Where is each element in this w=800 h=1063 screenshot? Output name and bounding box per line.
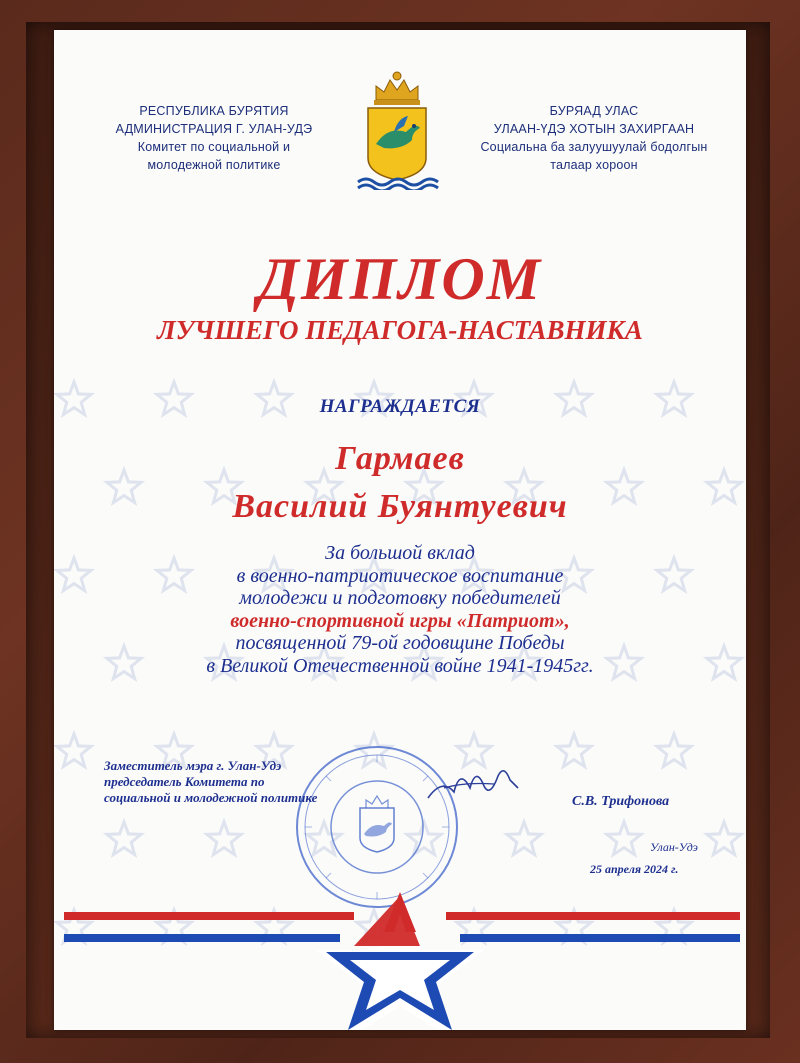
signatory-line: Заместитель мэра г. Улан-Удэ <box>104 758 282 773</box>
awarded-label: НАГРАЖДАЕТСЯ <box>319 396 481 417</box>
diploma-sheet <box>54 30 746 1030</box>
issue-place: Улан-Удэ <box>650 840 698 854</box>
header-left-line1: РЕСПУБЛИКА БУРЯТИЯ <box>139 104 289 118</box>
watermark-star-icon <box>57 734 91 767</box>
header-right <box>464 102 724 174</box>
recipient-surname: Гармаев <box>335 440 465 477</box>
reason-line: За большой вклад <box>325 542 475 564</box>
diploma-subtitle: ЛУЧШЕГО ПЕДАГОГА-НАСТАВНИКА <box>157 315 643 345</box>
header-left-line2: АДМИНИСТРАЦИЯ Г. УЛАН-УДЭ <box>115 122 313 136</box>
signatory-name: С.В. Трифонова <box>572 794 670 809</box>
reason-line: в Великой Отечественной войне 1941-1945гг. <box>206 654 594 677</box>
handwritten-signature-icon <box>424 758 524 808</box>
header-left-line3: Комитет по социальной и <box>137 140 291 154</box>
header-right-line1: БУРЯАД УЛАС <box>549 104 639 118</box>
watermark-star-icon <box>107 822 141 855</box>
reason-line: посвященной 79-ой годовщине Победы <box>235 632 565 654</box>
header-left <box>84 102 344 174</box>
header-right-line3: Социальна ба залуушуулай бодолгын <box>480 140 708 154</box>
header-right-line2: УЛААН-ҮДЭ ХОТЫН ЗАХИРГААН <box>493 122 695 136</box>
reason-line: в военно-патриотическое воспитание <box>236 564 564 587</box>
signatory-line: председатель Комитета по <box>104 774 265 789</box>
issue-date: 25 апреля 2024 г. <box>590 862 679 876</box>
header-right-line4: талаар хороон <box>550 158 638 172</box>
recipient-given-names: Василий Буянтуевич <box>232 488 568 525</box>
header-left-line4: молодежной политике <box>147 158 281 172</box>
watermark-star-icon <box>557 734 591 767</box>
award-reason <box>54 542 746 677</box>
watermark-star-icon <box>657 734 691 767</box>
diploma-title: ДИПЛОМ <box>257 246 543 312</box>
watermark-star-icon <box>507 822 541 855</box>
watermark-star-icon <box>707 822 741 855</box>
signatory-line: социальной и молодежной политике <box>104 790 318 805</box>
watermark-star-icon <box>207 822 241 855</box>
watermark-star-icon <box>607 822 641 855</box>
city-coat-of-arms-icon <box>354 66 440 190</box>
tricolor-star-emblem <box>54 870 746 1030</box>
signatory-position <box>104 758 404 806</box>
reason-line: молодежи и подготовку победителей <box>239 587 561 609</box>
reason-line-highlight: военно-спортивной игры «Патриот», <box>230 609 570 632</box>
